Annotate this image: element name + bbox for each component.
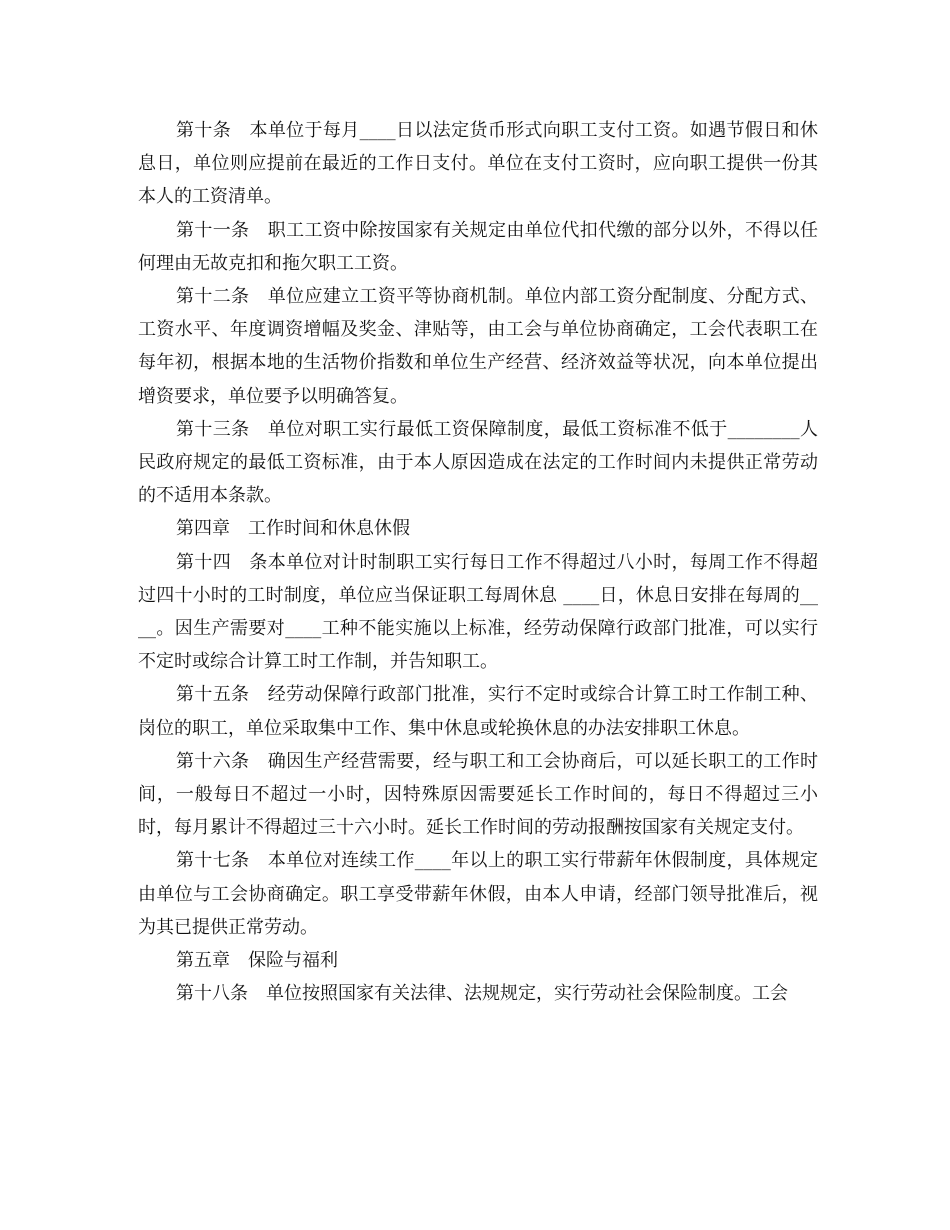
- article-11-paragraph: 第十一条 职工工资中除按国家有关规定由单位代扣代缴的部分以外，不得以任何理由无故克扣和拖欠职工工资。: [138, 219, 818, 274]
- article-12-paragraph: 第十二条 单位应建立工资平等协商机制。单位内部工资分配制度、分配方式、工资水平、年度调资增幅及奖金、津贴等，由工会与单位协商确定，工会代表职工在每年初，根据本地的生活物价指数和单位生产经营、经济效益等状况，向本单位提出增资要求，单位要予以明确答复。: [138, 286, 818, 407]
- document-body: [138, 114, 818, 1010]
- chapter-5-heading: 第五章 保险与福利: [176, 950, 338, 972]
- article-14-paragraph: 第十四 条本单位对计时制职工实行每日工作不得超过八小时，每周工作不得超过四十小时的工时制度，单位应当保证职工每周休息 ____日，休息日安排在每周的____。因生产需要对____工种不能实施以上标准，经劳动保障行政部门批准，可以实行不定时或综合计算工时工作制，并告知职工。: [138, 551, 818, 673]
- article-18-paragraph: 第十八条 单位按照国家有关法律、法规规定，实行劳动社会保险制度。工会: [176, 983, 788, 1005]
- article-17-paragraph: 第十七条 本单位对连续工作____年以上的职工实行带薪年休假制度，具体规定由单位与工会协商确定。职工享受带薪年休假，由本人申请，经部门领导批准后，视为其已提供正常劳动。: [138, 850, 818, 938]
- chapter-4-heading: 第四章 工作时间和休息休假: [176, 518, 410, 540]
- article-16-paragraph: 第十六条 确因生产经营需要，经与职工和工会协商后，可以延长职工的工作时间，一般每日不超过一小时，因特殊原因需要延长工作时间的，每日不得超过三小时，每月累计不得超过三十六小时。延长工作时间的劳动报酬按国家有关规定支付。: [138, 750, 818, 839]
- article-15-paragraph: 第十五条 经劳动保障行政部门批准，实行不定时或综合计算工时工作制工种、岗位的职工，单位采取集中工作、集中休息或轮换休息的办法安排职工休息。: [138, 684, 818, 739]
- article-13-paragraph: 第十三条 单位对职工实行最低工资保障制度，最低工资标准不低于________人民政府规定的最低工资标准，由于本人原因造成在法定的工作时间内未提供正常劳动的不适用本条款。: [138, 418, 818, 507]
- article-10-paragraph: 第十条 本单位于每月____日以法定货币形式向职工支付工资。如遇节假日和休息日，单位则应提前在最近的工作日支付。单位在支付工资时，应向职工提供一份其本人的工资清单。: [138, 120, 818, 208]
